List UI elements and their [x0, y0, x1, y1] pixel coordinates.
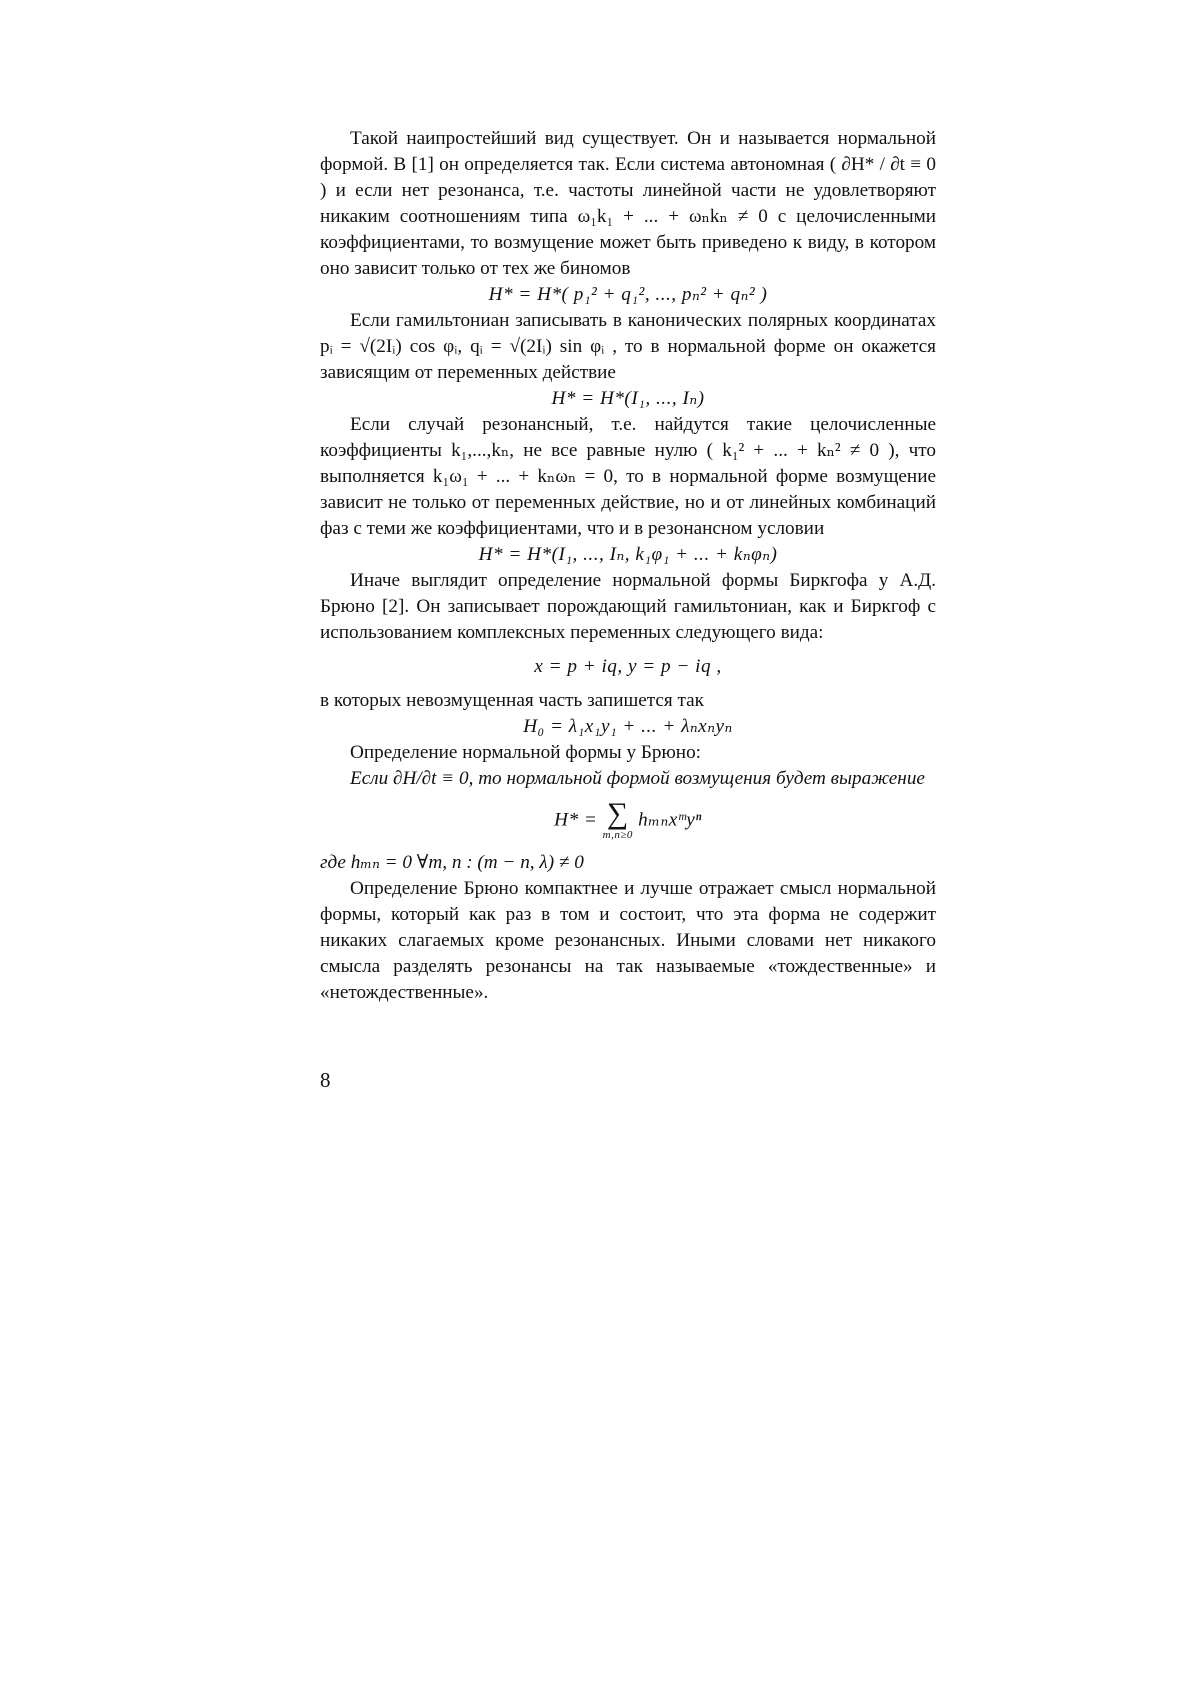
formula-resonant: H* = H*(I₁, ..., Iₙ, k₁φ₁ + ... + kₙφₙ)	[478, 544, 778, 565]
page-body	[320, 126, 936, 1006]
paragraph-8-condition: где hₘₙ = 0 ∀m, n : (m − n, λ) ≠ 0	[320, 852, 584, 873]
paragraph-2: Если гамильтониан записывать в канонических полярных координатах pᵢ = √(2Iᵢ) cos φᵢ, qᵢ = √(2Iᵢ) sin φᵢ , то в нормальной форме он окажется зависящим от переменных действие	[320, 310, 936, 383]
page-number: 8	[320, 1068, 331, 1092]
formula-actions: H* = H*(I₁, ..., Iₙ)	[551, 388, 705, 409]
sum-sign: ∑	[606, 797, 629, 830]
formula-binomials: H* = H*( p₁² + q₁², ..., pₙ² + qₙ² )	[488, 284, 768, 305]
sum-term: hₘₙxᵐyⁿ	[638, 809, 702, 831]
paragraph-4: Иначе выглядит определение нормальной формы Биркгофа у А.Д. Брюно [2]. Он записывает порождающий гамильтониан, как и Биркгоф с использованием комплексных переменных следующего вида:	[320, 570, 936, 643]
paragraph-1: Такой наипростейший вид существует. Он и называется нормальной формой. В [1] он определяется так. Если система автономная ( ∂H* / ∂t ≡ 0 ) и если нет резонанса, т.е. частоты линейной части не удовлетворяют никаким соотношениям типа ω₁k₁ + ... + ωₙkₙ ≠ 0 с целочисленными коэффициентами, то возмущение может быть приведено к виду, в котором оно зависит только от тех же биномов	[320, 128, 936, 279]
paragraph-3: Если случай резонансный, т.е. найдутся такие целочисленные коэффициенты k₁,...,kₙ, не все равные нулю ( k₁² + ... + kₙ² ≠ 0 ), что выполняется k₁ω₁ + ... + kₙωₙ = 0, то в нормальной форме возмущение зависит не только от переменных действие, но и от линейных комбинаций фаз с теми же коэффициентами, что и в резонансном условии	[320, 414, 936, 539]
sum-lhs: H* =	[554, 809, 598, 831]
sum-operator	[602, 797, 633, 842]
sum-limit: m,n≥0	[602, 829, 633, 841]
formula-unperturbed: H₀ = λ₁x₁y₁ + ... + λₙxₙyₙ	[523, 716, 733, 737]
paragraph-5: в которых невозмущенная часть запишется так	[320, 690, 704, 711]
paragraph-6: Определение нормальной формы у Брюно:	[350, 742, 702, 763]
formula-normal-form-sum	[320, 797, 936, 842]
formula-complex-variables: x = p + iq, y = p − iq ,	[534, 656, 722, 677]
paragraph-9: Определение Брюно компактнее и лучше отражает смысл нормальной формы, который как раз в том и состоит, что эта форма не содержит никаких слагаемых кроме резонансных. Иными словами нет никакого смысла разделять резонансы на так называемые «тождественные» и «нетождественные».	[320, 878, 936, 1003]
paragraph-7-definition: Если ∂H/∂t ≡ 0, то нормальной формой возмущения будет выражение	[350, 768, 925, 789]
